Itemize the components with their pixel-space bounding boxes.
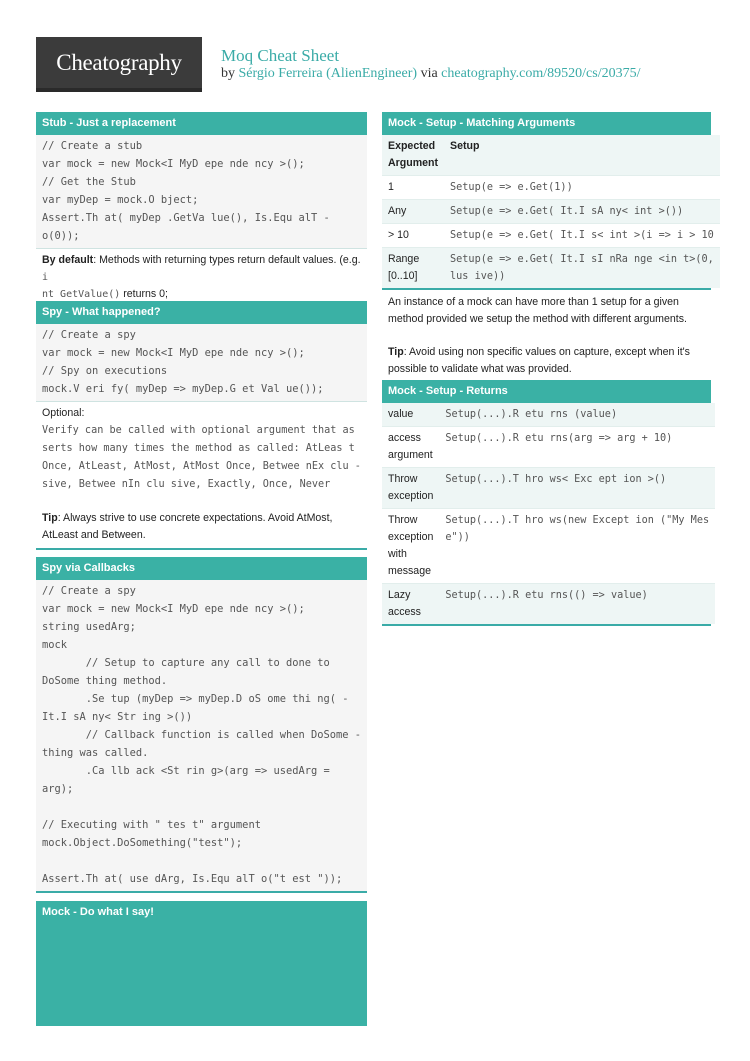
col-expected-argument: Expected Argument bbox=[388, 140, 439, 169]
section-heading: Stub - Just a replacement bbox=[36, 112, 367, 135]
table-row bbox=[382, 468, 715, 509]
note-bold: By default bbox=[42, 254, 94, 266]
table-header-row bbox=[382, 135, 720, 176]
cell-label: Throw exception bbox=[382, 468, 439, 509]
section-heading: Spy via Callbacks bbox=[36, 557, 367, 580]
cell-label: value bbox=[388, 408, 414, 420]
section-heading: Mock - Do what I say! bbox=[36, 901, 367, 924]
section-mock bbox=[36, 901, 367, 1026]
section-heading: Spy - What happened? bbox=[36, 301, 367, 324]
optional-code: Verify can be called with optional argument that as serts how many times the method as called: AtLeas t Once, AtLeast, AtMost, AtMost Once, Betwee nEx clu - sive, Betwee nIn clu sive, Exactly, Once, Never bbox=[42, 425, 361, 490]
table-row bbox=[382, 403, 715, 427]
cell-setup: Setup(...).R etu rns (value) bbox=[445, 409, 618, 420]
section-returns bbox=[382, 380, 711, 626]
cell-setup: Setup(...).R etu rns(() => value) bbox=[439, 584, 715, 625]
cell-arg: Range [0..10] bbox=[382, 248, 444, 289]
section-callbacks bbox=[36, 557, 367, 893]
cell-arg: Any bbox=[382, 200, 444, 224]
cell-label: Throw exception with message bbox=[382, 509, 439, 584]
table-row bbox=[382, 200, 720, 224]
stub-note bbox=[36, 249, 367, 307]
cell-arg: 1 bbox=[382, 176, 444, 200]
author-link[interactable]: Sérgio Ferreira (AlienEngineer) bbox=[238, 66, 418, 81]
cell-setup: Setup(e => e.Get( It.I sI nRa nge <in t>(0, lus ive)) bbox=[444, 248, 720, 289]
page-title: Moq Cheat Sheet bbox=[221, 46, 340, 65]
cell-arg: > 10 bbox=[382, 224, 444, 248]
section-stub bbox=[36, 112, 367, 309]
byline-by: by bbox=[221, 66, 235, 81]
tip-text: : Always strive to use concrete expectations. Avoid AtMost, AtLeast and Between. bbox=[42, 512, 333, 541]
optional-label: Optional: bbox=[42, 407, 85, 419]
code-block: // Create a spy var mock = new Mock<I MyD epe nde ncy >(); // Spy on executions mock.V eri fy( myDep => myDep.G et Val ue()); bbox=[36, 324, 367, 402]
cell-setup: Setup(...).T hro ws(new Except ion ("My Mes e")) bbox=[439, 509, 715, 584]
section-heading: Mock - Setup - Matching Arguments bbox=[382, 112, 711, 135]
logo-text: Cheatography bbox=[56, 49, 182, 75]
code-block: // Create a stub var mock = new Mock<I MyD epe nde ncy >(); // Get the Stub var myDep = mock.O bject; Assert.Th at( myDep .GetVa lue(), Is.Equ alT - o(0)); bbox=[36, 135, 367, 249]
note-tail: returns 0; bbox=[120, 288, 168, 300]
tip-bold: Tip bbox=[388, 346, 404, 358]
section-spy bbox=[36, 301, 367, 550]
byline-via: via bbox=[420, 66, 438, 81]
table-row bbox=[382, 176, 720, 200]
cell-setup: Setup(...).T hro ws< Exc ept ion >() bbox=[439, 468, 715, 509]
col-setup: Setup bbox=[450, 140, 480, 152]
table-row bbox=[382, 248, 720, 289]
matching-note: An instance of a mock can have more than 1 setup for a given method provided we setup the method with different arguments. bbox=[388, 296, 687, 325]
cheatography-logo[interactable] bbox=[36, 37, 202, 92]
cell-label: Lazy access bbox=[382, 584, 439, 625]
tip-bold: Tip bbox=[42, 512, 58, 524]
table-row bbox=[382, 224, 720, 248]
section-matching-arguments bbox=[382, 112, 714, 384]
table-row bbox=[382, 427, 715, 468]
spy-optional bbox=[36, 402, 367, 548]
table-row bbox=[382, 509, 715, 584]
returns-table bbox=[382, 403, 715, 624]
section-heading: Mock - Setup - Returns bbox=[382, 380, 711, 403]
cell-setup: Setup(...).R etu rns(arg => arg + 10) bbox=[439, 427, 715, 468]
note-code: i nt GetValue() bbox=[42, 272, 121, 300]
sheet-url-link[interactable]: cheatography.com/89520/cs/20375/ bbox=[441, 66, 641, 81]
code-block: // Create a spy var mock = new Mock<I MyD epe nde ncy >(); string usedArg; mock // Setup to capture any call to done to DoSome thing method. .Se tup (myDep => myDep.D oS ome thi ng( - It.I sA ny< Str ing >()) // Callback function is called when DoSome - thing was called. .Ca llb ack <St rin g>(arg => usedArg = arg); // Executing with " tes t" argument mock.Object.DoSomething("test"); Assert.Th at( use dArg, Is.Equ alT o("t est ")); bbox=[36, 580, 367, 891]
cell-label: access argument bbox=[382, 427, 439, 468]
matching-notes bbox=[382, 288, 711, 382]
byline bbox=[221, 66, 641, 82]
matching-table bbox=[382, 135, 720, 288]
cell-setup: Setup(e => e.Get(1)) bbox=[444, 176, 720, 200]
cell-setup: Setup(e => e.Get( It.I sA ny< int >()) bbox=[444, 200, 720, 224]
tip-text: : Avoid using non specific values on capture, except when it's possible to validate what was provided. bbox=[388, 346, 690, 375]
note-text: : Methods with returning types return default values. (e.g. bbox=[93, 254, 361, 266]
cell-setup: Setup(e => e.Get( It.I s< int >(i => i > 10 bbox=[444, 224, 720, 248]
table-row bbox=[382, 584, 715, 625]
